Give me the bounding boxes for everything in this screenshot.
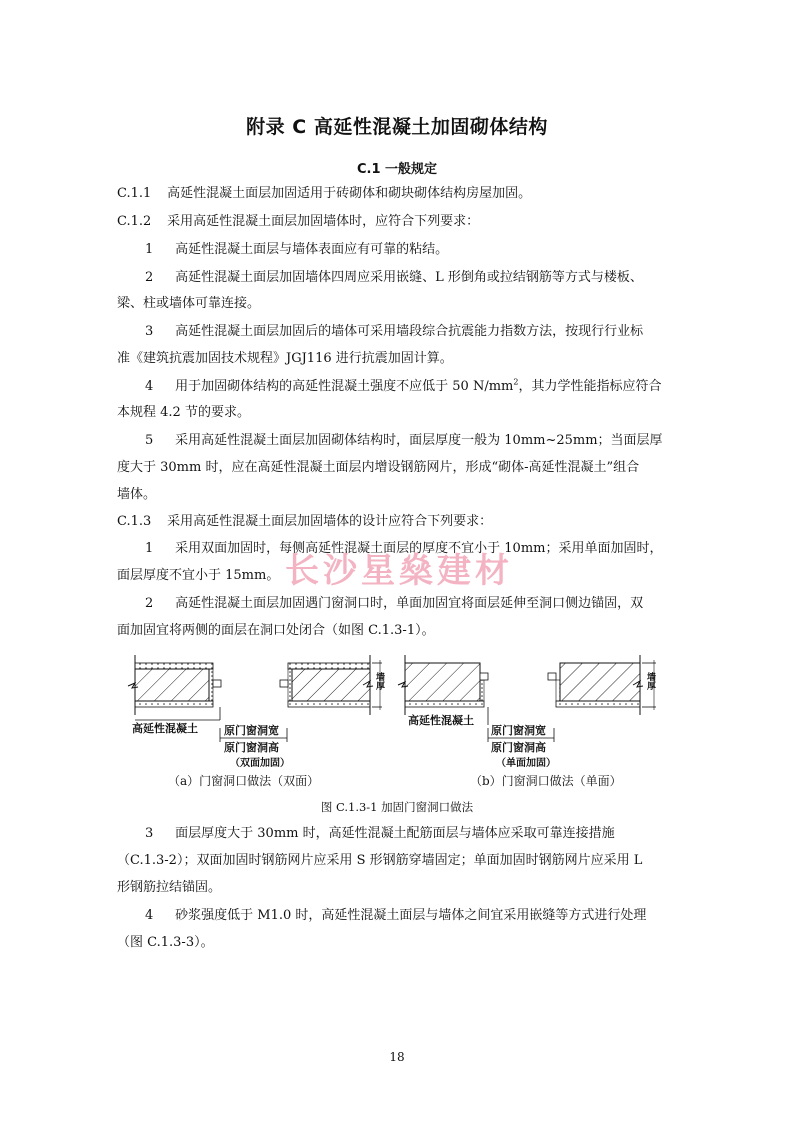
item-text: 面层厚度大于 30mm 时，高延性混凝土配筋面层与墙体应采取可靠连接措施 xyxy=(175,826,615,841)
clause-number: C.1.3 xyxy=(117,514,152,529)
clause-text: 高延性混凝土面层加固适用于砖砌体和砌块砌体结构房屋加固。 xyxy=(167,186,532,201)
item-c-1-2-5 xyxy=(145,433,705,449)
clause-c-1-2 xyxy=(117,214,677,230)
item-text: 高延性混凝土面层加固后的墙体可采用墙段综合抗震能力指数方法，按现行行业标 xyxy=(175,324,644,339)
clause-text: 采用高延性混凝土面层加固墙体时，应符合下列要求： xyxy=(167,214,480,229)
item-number: 2 xyxy=(145,270,154,285)
item-c-1-3-4 xyxy=(145,908,705,924)
item-number: 4 xyxy=(145,908,154,923)
subcaption-a: （a）门窗洞口做法（双面） xyxy=(168,774,320,788)
opening-reinforcement-diagram xyxy=(120,650,680,765)
superscript: 2 xyxy=(513,377,519,387)
label-b-mode: （单面加固） xyxy=(496,758,556,769)
diagram-a-right-wall xyxy=(280,655,382,715)
label-b-height: 原门窗洞高 xyxy=(491,741,546,754)
section-heading: C.1 一般规定 xyxy=(356,162,438,177)
figure-c-1-3-1 xyxy=(120,650,680,769)
item-c-1-3-2-cont: 面加固宜将两侧的面层在洞口处闭合（如图 C.1.3-1）。 xyxy=(117,623,435,638)
item-c-1-2-5-cont2: 墙体。 xyxy=(117,487,157,502)
clause-c-1-1 xyxy=(117,186,677,202)
clause-text: 采用高延性混凝土面层加固墙体的设计应符合下列要求： xyxy=(167,514,493,529)
item-c-1-3-3-cont1: （C.1.3-2）；双面加固时钢筋网片应采用 S 形钢筋穿墙固定；单面加固时钢筋网片应采用 L xyxy=(117,853,643,868)
item-c-1-3-3-cont2: 形钢筋拉结锚固。 xyxy=(117,880,222,895)
item-text: 砂浆强度低于 M1.0 时，高延性混凝土面层与墙体之间宜采用嵌缝等方式进行处理 xyxy=(175,908,647,923)
diagram-b-right-wall xyxy=(548,655,656,715)
item-number: 2 xyxy=(145,596,154,611)
item-text-post: ，其力学性能指标应符合 xyxy=(518,379,662,394)
item-number: 3 xyxy=(145,826,154,841)
item-c-1-3-2 xyxy=(145,596,705,612)
item-c-1-3-3 xyxy=(145,826,705,842)
appendix-title: 附录 C 高延性混凝土加固砌体结构 xyxy=(246,116,548,138)
item-c-1-3-4-cont: （图 C.1.3-3）。 xyxy=(117,935,214,950)
item-text: 采用高延性混凝土面层加固砌体结构时，面层厚度一般为 10mm~25mm；当面层厚 xyxy=(175,433,663,448)
item-number: 1 xyxy=(145,541,154,556)
label-a-width: 原门窗洞宽 xyxy=(224,724,279,737)
item-c-1-2-3-cont: 准《建筑抗震加固技术规程》JGJ116 进行抗震加固计算。 xyxy=(117,351,453,366)
label-b-width: 原门窗洞宽 xyxy=(491,724,546,737)
item-number: 4 xyxy=(145,379,154,394)
figure-caption: 图 C.1.3-1 加固门窗洞口做法 xyxy=(320,800,474,814)
clause-number: C.1.2 xyxy=(117,214,152,229)
item-text-pre: 用于加固砌体结构的高延性混凝土强度不应低于 50 N/mm xyxy=(175,379,514,394)
label-a-mode: （双面加固） xyxy=(230,758,290,769)
item-c-1-3-1-cont: 面层厚度不宜小于 15mm。 xyxy=(117,568,280,583)
label-b-material: 高延性混凝土 xyxy=(408,714,474,727)
item-c-1-3-1 xyxy=(145,541,705,557)
label-a-height: 原门窗洞高 xyxy=(224,741,279,754)
item-text: 采用双面加固时，每侧高延性混凝土面层的厚度不宜小于 10mm；采用单面加固时， xyxy=(175,541,663,556)
watermark: 长沙星燊建材 xyxy=(285,551,513,591)
diagram-a-left-wall xyxy=(128,655,221,720)
item-text: 高延性混凝土面层与墙体表面应有可靠的粘结。 xyxy=(175,242,449,257)
subcaption-b: （b）门窗洞口做法（单面） xyxy=(470,774,622,788)
page-number: 18 xyxy=(389,1050,405,1064)
item-c-1-2-5-cont1: 度大于 30mm 时，应在高延性混凝土面层内增设钢筋网片，形成“砌体-高延性混凝土”组合 xyxy=(117,460,640,475)
item-c-1-2-4 xyxy=(145,379,705,395)
item-c-1-2-4-cont: 本规程 4.2 节的要求。 xyxy=(117,405,250,420)
item-c-1-2-2-cont: 梁、柱或墙体可靠连接。 xyxy=(117,296,261,311)
label-b-wall: 墙厚 xyxy=(645,672,655,690)
clause-number: C.1.1 xyxy=(117,186,152,201)
item-text: 高延性混凝土面层加固墙体四周应采用嵌缝、L 形倒角或拉结钢筋等方式与楼板、 xyxy=(175,270,643,285)
label-a-material: 高延性混凝土 xyxy=(132,722,198,735)
item-c-1-2-2 xyxy=(145,270,705,286)
clause-c-1-3 xyxy=(117,514,677,530)
item-c-1-2-1 xyxy=(145,242,705,258)
item-number: 1 xyxy=(145,242,154,257)
item-text: 高延性混凝土面层加固遇门窗洞口时，单面加固宜将面层延伸至洞口侧边锚固，双 xyxy=(175,596,644,611)
item-c-1-2-3 xyxy=(145,324,705,340)
item-number: 3 xyxy=(145,324,154,339)
item-number: 5 xyxy=(145,433,154,448)
label-a-wall: 墙厚 xyxy=(374,672,384,690)
